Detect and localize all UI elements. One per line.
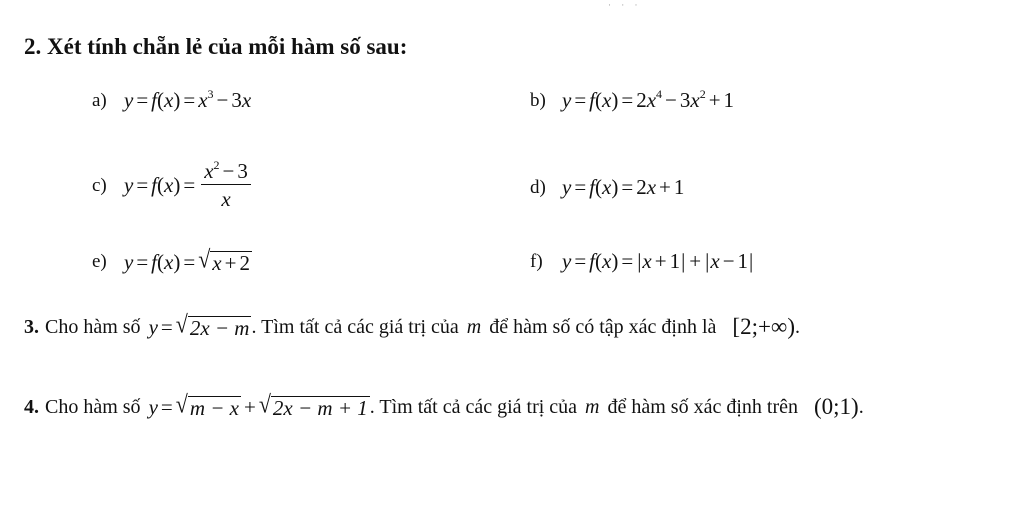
exercise-2c bbox=[92, 158, 254, 214]
item-label: a) bbox=[92, 89, 107, 111]
exercise-2b bbox=[530, 88, 734, 113]
fraction: $\frac{x^2 - 3}{x}$ bbox=[201, 158, 251, 214]
page-top-marks: · · · bbox=[608, 0, 642, 10]
exercise-2d bbox=[530, 175, 684, 200]
equation-2a: $y = f(x) = x^3 - 3x$ bbox=[124, 87, 252, 112]
equation-2f: y = f(x) = |x + 1| + |x − 1| bbox=[562, 249, 754, 273]
exercise-2f bbox=[530, 249, 754, 274]
square-root: √ m − x bbox=[175, 390, 239, 420]
item-label: c) bbox=[92, 174, 107, 196]
exercise-4 bbox=[24, 390, 864, 420]
square-root: √ x + 2 bbox=[198, 245, 250, 275]
exercise-3-intro: Cho hàm số bbox=[45, 315, 141, 338]
equation-2d: y = f(x) = 2x + 1 bbox=[562, 175, 685, 199]
exercise-4-end: để hàm số xác định trên bbox=[607, 395, 798, 418]
item-label: d) bbox=[530, 176, 546, 198]
item-label: b) bbox=[530, 89, 546, 111]
interval-3: [2;+∞) bbox=[732, 314, 795, 340]
exercise-2e bbox=[92, 245, 252, 275]
period: . bbox=[794, 315, 800, 338]
equation-4: y = √ m − x + √ 2x − m + 1 bbox=[148, 390, 368, 420]
exercise-3-middle: . Tìm tất cả các giá trị của bbox=[251, 315, 459, 338]
exercise-3-end: để hàm số có tập xác định là bbox=[489, 315, 717, 338]
param-m: m bbox=[466, 315, 482, 338]
equation-3: y = √ 2x − m bbox=[148, 310, 250, 340]
param-m: m bbox=[585, 395, 600, 418]
exercise-2a bbox=[92, 88, 251, 113]
exercise-number: 3. bbox=[24, 315, 39, 338]
item-label: f) bbox=[530, 250, 543, 272]
exercise-4-intro: Cho hàm số bbox=[45, 395, 141, 418]
square-root: √ 2x − m bbox=[175, 310, 250, 340]
exercise-number: 4. bbox=[24, 395, 39, 418]
interval-4: (0;1) bbox=[814, 394, 859, 420]
item-label: e) bbox=[92, 251, 107, 273]
square-root: √ 2x − m + 1 bbox=[258, 390, 368, 420]
equation-2c: y = f ( x ) = $\frac{x^2 - 3}{x}$ bbox=[124, 158, 254, 214]
period: . bbox=[858, 395, 864, 418]
exercise-4-middle: . Tìm tất cả các giá trị của bbox=[369, 395, 578, 418]
equation-2e: y = f ( x ) = √ x + 2 bbox=[124, 245, 250, 275]
exercise-3 bbox=[24, 310, 800, 340]
exercise-2-heading: 2. Xét tính chẵn lẻ của mỗi hàm số sau: bbox=[24, 34, 408, 59]
equation-2b: $y = f(x) = 2x^4 - 3x^2 + 1$ bbox=[562, 87, 735, 112]
